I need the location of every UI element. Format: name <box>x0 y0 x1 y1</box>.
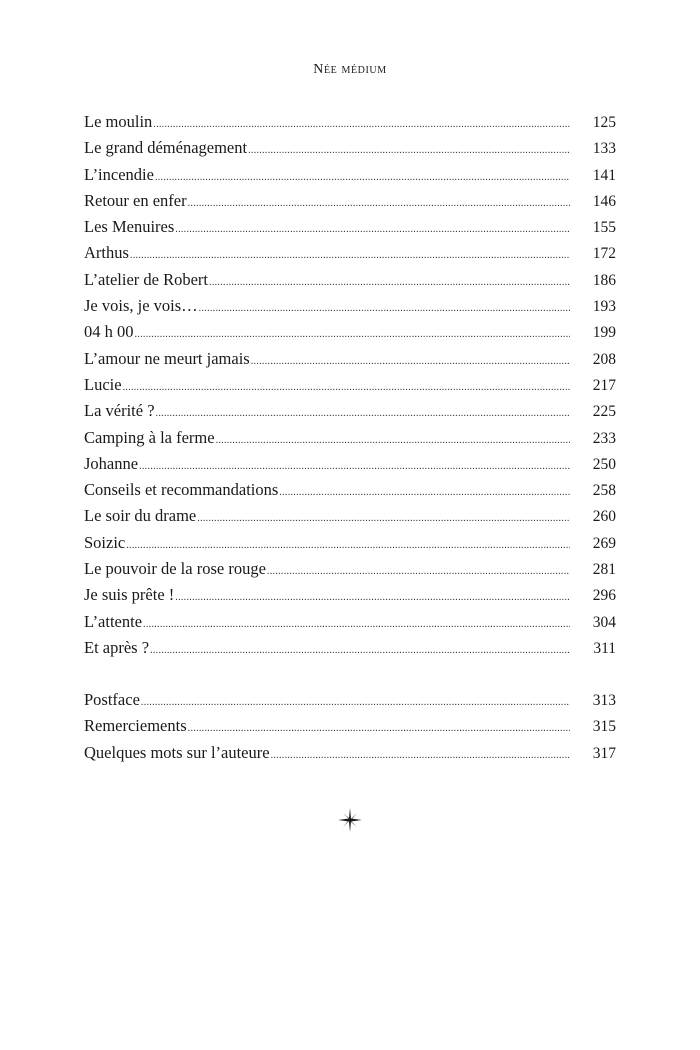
toc-entry-title: L’attente <box>84 611 143 631</box>
toc-entry-title: Conseils et recommandations <box>84 480 279 500</box>
toc-entry <box>84 398 616 424</box>
toc-leader-dots <box>141 690 570 716</box>
toc-entry-page-number: 199 <box>592 324 616 342</box>
toc-entry-title: L’atelier de Robert <box>84 269 209 289</box>
toc-entry-page-number: 260 <box>592 508 616 526</box>
toc-leader-dots <box>267 559 570 585</box>
toc-entry <box>84 609 616 635</box>
toc-entry-title: 04 h 00 <box>84 322 134 342</box>
toc-entry-title: Arthus <box>84 243 129 263</box>
toc-leader-dots <box>251 349 570 375</box>
toc-entry <box>84 319 616 345</box>
toc-entry <box>84 687 616 713</box>
toc-entry-page-number: 311 <box>593 639 616 657</box>
toc-entry <box>84 267 616 293</box>
toc-entry-page-number: 296 <box>592 587 616 605</box>
toc-entry-title: Soizic <box>84 532 126 552</box>
toc-leader-dots <box>150 638 570 664</box>
toc-leader-dots <box>155 165 570 191</box>
toc-entry-title: L’incendie <box>84 164 154 184</box>
toc-entry-page-number: 208 <box>592 350 616 368</box>
toc-entry <box>84 451 616 477</box>
toc-entry <box>84 425 616 451</box>
toc-entry-title: Les Menuires <box>84 217 175 237</box>
toc-leader-dots <box>199 296 570 322</box>
toc-leader-dots <box>143 612 570 638</box>
toc-entry-page-number: 217 <box>592 376 616 394</box>
toc-leader-dots <box>271 743 570 769</box>
toc-entry-page-number: 193 <box>592 298 616 316</box>
table-of-contents <box>84 109 616 661</box>
toc-entry-title: L’amour ne meurt jamais <box>84 348 250 368</box>
toc-leader-dots <box>175 217 570 243</box>
toc-entry-page-number: 125 <box>592 114 616 131</box>
toc-entry-page-number: 225 <box>592 403 616 421</box>
toc-entry-page-number: 313 <box>592 692 616 709</box>
toc-entry <box>84 503 616 529</box>
toc-entry-title: Retour en enfer <box>84 190 187 210</box>
toc-entry <box>84 372 616 398</box>
toc-entry-title: Je suis prête ! <box>84 585 175 605</box>
toc-entry-title: Johanne <box>84 453 139 473</box>
toc-entry <box>84 293 616 319</box>
toc-leader-dots <box>279 480 570 506</box>
toc-entry <box>84 635 616 661</box>
toc-entry <box>84 162 616 188</box>
toc-entry-page-number: 155 <box>592 219 616 237</box>
toc-entry-page-number: 172 <box>592 245 616 263</box>
toc-entry <box>84 556 616 582</box>
toc-leader-dots <box>248 138 570 164</box>
toc-entry-title: Je vois, je vois… <box>84 296 198 316</box>
toc-leader-dots <box>216 428 570 454</box>
toc-entry-page-number: 304 <box>592 613 616 631</box>
toc-entry <box>84 530 616 556</box>
toc-leader-dots <box>175 585 570 611</box>
toc-leader-dots <box>197 506 570 532</box>
toc-entry-title: Le moulin <box>84 112 153 131</box>
toc-entry-title: Lucie <box>84 374 122 394</box>
toc-entry-title: Et après ? <box>84 637 150 657</box>
running-head-text: Née médium <box>313 62 387 77</box>
toc-entry-page-number: 315 <box>592 718 616 736</box>
toc-leader-dots <box>209 270 570 296</box>
toc-leader-dots <box>188 191 570 217</box>
toc-leader-dots <box>123 375 570 401</box>
toc-entry <box>84 240 616 266</box>
toc-entry-page-number: 281 <box>592 561 616 579</box>
toc-leader-dots <box>156 401 570 427</box>
toc-entry-page-number: 146 <box>592 192 616 210</box>
toc-entry <box>84 713 616 739</box>
toc-entry <box>84 582 616 608</box>
toc-entry-page-number: 233 <box>592 429 616 447</box>
toc-entry <box>84 135 616 161</box>
toc-entry-page-number: 317 <box>592 744 616 762</box>
toc-entry-page-number: 133 <box>592 140 616 158</box>
toc-entry-title: Le grand déménagement <box>84 138 248 158</box>
toc-entry-title: La vérité ? <box>84 401 155 421</box>
running-head <box>0 62 700 78</box>
toc-entry-title: Quelques mots sur l’auteure <box>84 742 270 762</box>
toc-entry-page-number: 186 <box>592 271 616 289</box>
toc-entry <box>84 346 616 372</box>
toc-entry <box>84 214 616 240</box>
star-ornament-icon <box>336 806 364 834</box>
table-of-contents-back-matter <box>84 687 616 766</box>
toc-entry <box>84 740 616 766</box>
toc-entry <box>84 477 616 503</box>
toc-entry-title: Postface <box>84 690 140 709</box>
toc-entry-page-number: 269 <box>592 534 616 552</box>
toc-entry-title: Le pouvoir de la rose rouge <box>84 559 266 579</box>
toc-entry-page-number: 258 <box>592 482 616 500</box>
toc-entry-page-number: 250 <box>592 455 616 473</box>
toc-entry <box>84 109 616 135</box>
toc-entry-title: Remerciements <box>84 716 187 736</box>
toc-entry-title: Camping à la ferme <box>84 427 215 447</box>
toc-entry-page-number: 141 <box>592 166 616 184</box>
toc-entry-title: Le soir du drame <box>84 506 197 526</box>
toc-entry <box>84 188 616 214</box>
